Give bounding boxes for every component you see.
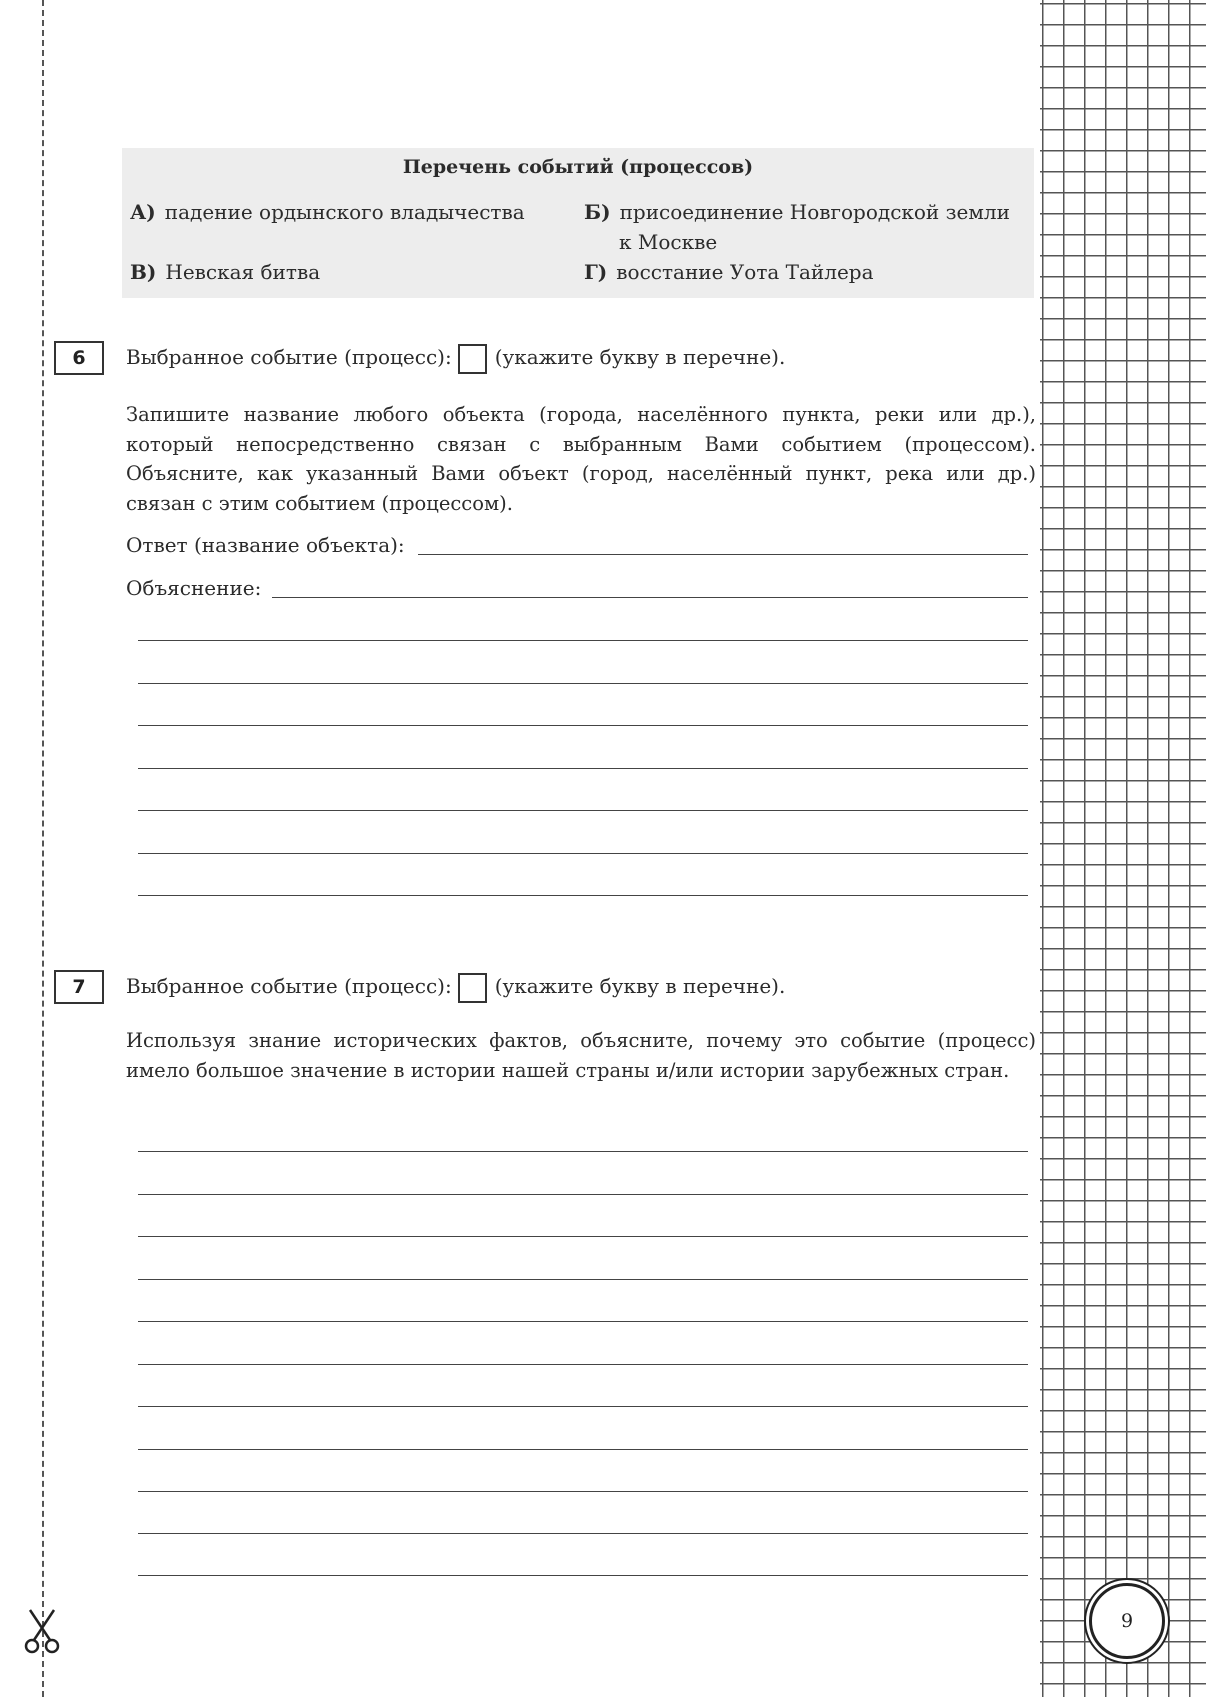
explanation-line[interactable] xyxy=(138,810,1028,811)
event-letter: Б) xyxy=(584,200,611,224)
events-title: Перечень событий (процессов) xyxy=(402,156,754,178)
explanation-line[interactable] xyxy=(138,725,1028,726)
explanation-line[interactable] xyxy=(138,768,1028,769)
answer-line[interactable] xyxy=(138,1406,1028,1407)
answer-line[interactable] xyxy=(138,1533,1028,1534)
explanation-line[interactable] xyxy=(138,895,1028,896)
task-7-letter-box[interactable] xyxy=(458,973,487,1003)
explanation-line[interactable] xyxy=(138,683,1028,684)
answer-line[interactable] xyxy=(138,1364,1028,1365)
event-text: падение ордынского владычества xyxy=(164,200,525,224)
event-item-b xyxy=(584,197,1034,257)
task-6-number: 6 xyxy=(54,341,104,375)
event-text: присоединение Новгородской земли xyxy=(619,200,1010,224)
scissors-icon xyxy=(22,1608,62,1656)
answer-line[interactable] xyxy=(418,554,1028,555)
choose-hint: (укажите букву в перечне). xyxy=(494,345,786,369)
event-letter: В) xyxy=(130,260,157,284)
task-6-choose xyxy=(126,342,785,374)
event-item-v xyxy=(130,257,560,287)
choose-label: Выбранное событие (процесс): xyxy=(126,974,452,998)
choose-label: Выбранное событие (процесс): xyxy=(126,345,452,369)
answer-line[interactable] xyxy=(138,1575,1028,1576)
answer-line[interactable] xyxy=(138,1491,1028,1492)
answer-line[interactable] xyxy=(138,1236,1028,1237)
choose-hint: (укажите букву в перечне). xyxy=(494,974,786,998)
event-text: Невская битва xyxy=(165,260,321,284)
task-7-number: 7 xyxy=(54,970,104,1004)
event-item-a xyxy=(130,197,560,227)
answer-label: Ответ (название объекта): xyxy=(126,533,405,557)
cut-line xyxy=(42,0,44,1697)
answer-line[interactable] xyxy=(138,1151,1028,1152)
task-6-instruction: Запишите название любого объекта (города, населённого пункта, реки или др.), который непосредственно связан с выбранным Вами событием (процессом). Объясните, как указанный Вами объект (город, населённый пункт, река или др.) связан с этим событием (процессом). xyxy=(126,403,1036,515)
answer-line[interactable] xyxy=(138,1194,1028,1195)
task-7-instruction: Используя знание исторических фактов, объясните, почему это событие (процесс) имело большое значение в истории нашей страны и/или истории зарубежных стран. xyxy=(126,1029,1036,1082)
event-letter: А) xyxy=(130,200,156,224)
answer-line[interactable] xyxy=(138,1321,1028,1322)
explanation-label: Объяснение: xyxy=(126,576,262,600)
event-item-g xyxy=(584,257,1034,287)
task-7-choose xyxy=(126,971,785,1003)
answer-line[interactable] xyxy=(138,1449,1028,1450)
event-letter: Г) xyxy=(584,260,608,284)
answer-line[interactable] xyxy=(138,1279,1028,1280)
event-text-continuation: к Москве xyxy=(619,230,718,254)
explanation-line[interactable] xyxy=(138,640,1028,641)
event-text: восстание Уота Тайлера xyxy=(616,260,874,284)
task-6-letter-box[interactable] xyxy=(458,344,487,374)
page-number: 9 xyxy=(1089,1583,1165,1659)
explanation-line[interactable] xyxy=(272,597,1028,598)
explanation-line[interactable] xyxy=(138,853,1028,854)
grid-margin xyxy=(1040,0,1206,1697)
